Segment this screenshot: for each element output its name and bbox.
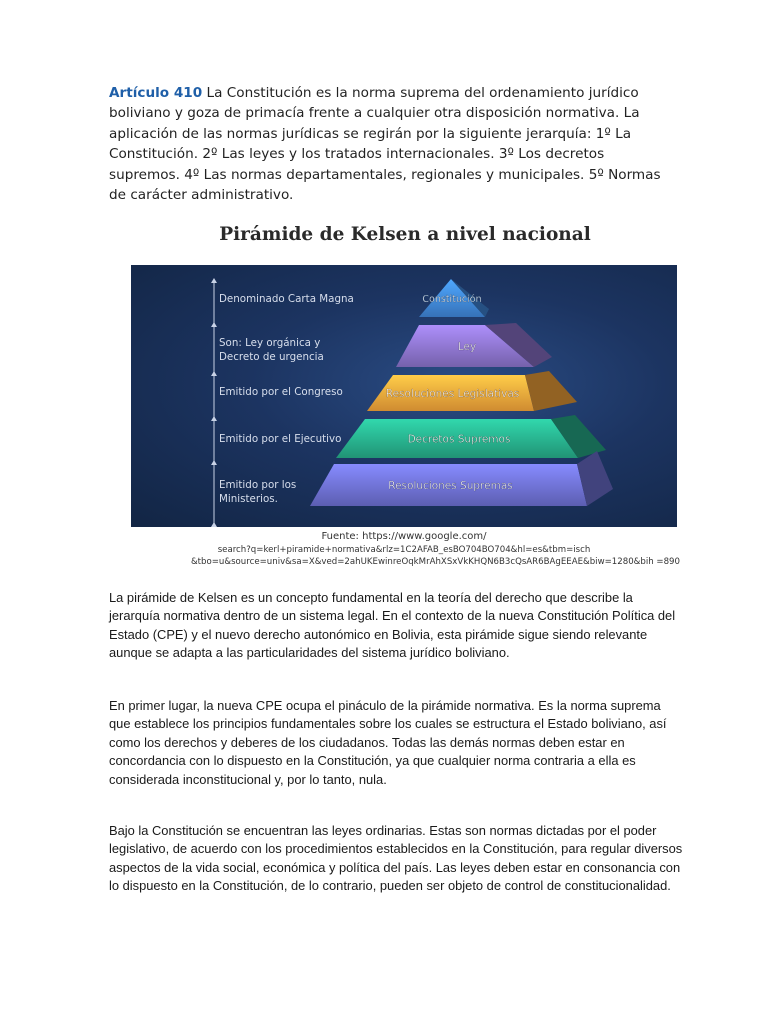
bracket-arrow (211, 371, 217, 376)
source-line-2: search?q=kerl+piramide+normativa&rlz=1C2AFAB_esBO704BO704&hl=es&tbm=isch (217, 545, 591, 555)
pyramid-level-label: Constitución (422, 294, 482, 305)
bracket-arrow (211, 322, 217, 327)
kelsen-pyramid-figure (131, 265, 677, 527)
level-note: Emitido por los (219, 479, 297, 491)
pyramid-side-3 (525, 371, 577, 411)
body-paragraph-1: La pirámide de Kelsen es un concepto fundamental en la teoría del derecho que describe la jerarquía normativa dentro de un sistema legal. En el contexto de la nueva Constitución Política del Estado (CPE) y el nuevo derecho autonómico en Bolivia, esta pirámide sigue siendo relevante aunque se adapta a las particularidades del sistema jurídico boliviano. (109, 590, 676, 661)
level-note: Emitido por el Congreso (219, 386, 343, 398)
level-note: Son: Ley orgánica y (219, 337, 321, 349)
body-paragraph-3: Bajo la Constitución se encuentran las leyes ordinarias. Estas son normas dictadas por el poder legislativo, de acuerdo con los procedimientos establecidos en la Constitución, para regular diversos aspectos de la vida social, económica y política del país. Las leyes deben estar en consonancia con lo dispuesto en la Constitución, de lo contrario, pueden ser objeto de control de constitucionalidad. (109, 823, 683, 894)
figure-title: Pirámide de Kelsen a nivel nacional (219, 224, 591, 245)
bracket-arrow (211, 522, 217, 527)
source-line-1: Fuente: https://www.google.com/ (321, 531, 487, 542)
article-text: La Constitución es la norma suprema del ordenamiento jurídico boliviano y goza de primacía frente a cualquier otra disposición normativa. La aplicación de las normas jurídicas se regirán por la siguiente jerarquía: 1º La Constitución. 2º Las leyes y los tratados internacionales. 3º Los decretos supremos. 4º Las normas departamentales, regionales y municipales. 5º Normas de carácter administrativo. (109, 85, 661, 204)
bracket-arrow (211, 278, 217, 283)
pyramid-level-label: Resoluciones Legislativas (385, 388, 520, 400)
level-note: Decreto de urgencia (219, 351, 324, 363)
pyramid-level-label: Decretos Supremos (407, 433, 511, 446)
level-note: Ministerios. (219, 493, 278, 505)
article-label: Artículo 410 (109, 85, 203, 101)
bracket-arrow (211, 460, 217, 465)
level-note: Emitido por el Ejecutivo (219, 433, 342, 445)
bracket-arrow (211, 416, 217, 421)
pyramid-level-label: Ley (457, 341, 477, 353)
source-line-3: &tbo=u&source=univ&sa=X&ved=2ahUKEwinreOqkMrAhXSxVkKHQN6B3cQsAR6BAgEEAE&biw=1280&bih =890 (190, 557, 680, 567)
level-note: Denominado Carta Magna (219, 293, 354, 305)
pyramid-level-label: Resoluciones Supremas (388, 480, 513, 492)
figure-source (131, 531, 680, 568)
body-paragraph-2: En primer lugar, la nueva CPE ocupa el pináculo de la pirámide normativa. Es la norma suprema que establece los principios fundamentales sobre los cuales se estructura el Estado boliviano, así como los derechos y deberes de los ciudadanos. Todas las demás normas deben estar en concordancia con lo dispuesto en la Constitución, ya que cualquier norma contraria a ella es considerada inconstitucional y, por lo tanto, nula. (109, 698, 667, 787)
article-paragraph (109, 83, 669, 205)
pyramid-graphic (131, 265, 677, 527)
